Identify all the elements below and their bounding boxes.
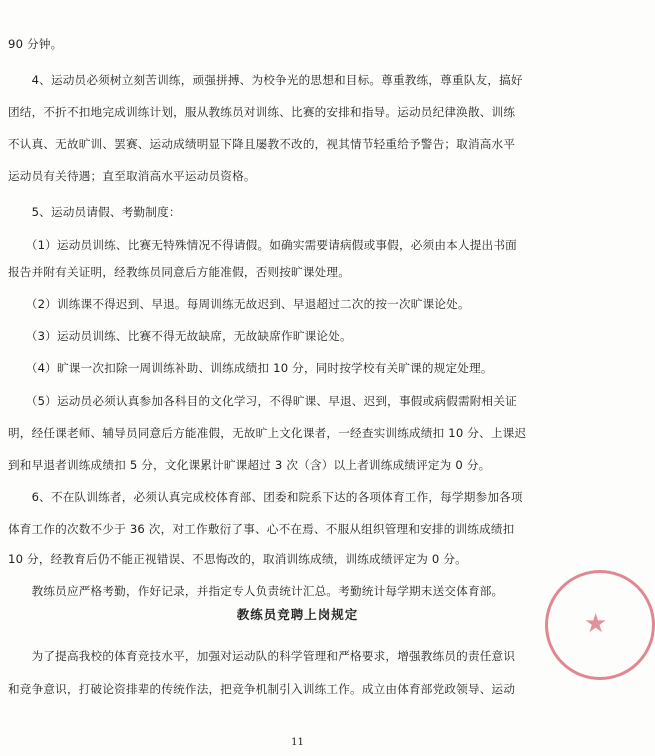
text-line: 90 分钟。 — [8, 37, 63, 51]
text-line: 6、不在队训练者，必须认真完成校体育部、团委和院系下达的各项体育工作，每学期参加各项 — [8, 490, 523, 504]
text-line: （5）运动员必须认真参加各科目的文化学习，不得旷课、早退、迟到，事假或病假需附相关证 — [8, 394, 517, 408]
text-line: （4）旷课一次扣除一周训练补助、训练成绩扣 10 分，同时按学校有关旷课的规定处理。 — [8, 361, 493, 375]
text-line: 不认真、无故旷训、罢赛、运动成绩明显下降且屡教不改的，视其情节轻重给予警告；取消高水平 — [8, 137, 516, 151]
text-line: 教练员应严格考勤，作好记录，并指定专人负责统计汇总。考勤统计每学期末送交体育部。 — [8, 584, 504, 598]
text-line: 4、运动员必须树立刻苦训练，顽强拼搏、为校争光的思想和目标。尊重教练，尊重队友，搞好 — [8, 73, 523, 87]
text-line: 5、运动员请假、考勤制度： — [8, 205, 181, 219]
official-seal — [545, 570, 655, 680]
text-line: 体育工作的次数不少于 36 次，对工作敷衍了事、心不在焉、不服从组织管理和安排的训练成绩扣 — [8, 522, 515, 536]
text-line: 明，经任课老师、辅导员同意后方能准假，无故旷上文化课者，一经查实训练成绩扣 10 分、上课迟 — [8, 426, 527, 440]
text-line: （2）训练课不得迟到、早退。每周训练无故迟到、早退超过二次的按一次旷课论处。 — [8, 297, 470, 311]
star-icon: ★ — [584, 609, 608, 639]
text-line: 10 分，经教育后仍不能正视错误、不思悔改的，取消训练成绩，训练成绩评定为 0 分。 — [8, 552, 467, 566]
text-line: 为了提高我校的体育竞技水平，加强对运动队的科学管理和严格要求，增强教练员的责任意识 — [8, 649, 516, 663]
text-line: （1）运动员训练、比赛无特殊情况不得请假。如确实需要请病假或事假，必须由本人提出书面 — [8, 238, 517, 252]
text-line: 团结，不折不扣地完成训练计划，服从教练员对训练、比赛的安排和指导。运动员纪律涣散、训练 — [8, 105, 516, 119]
text-line: 运动员有关待遇；直至取消高水平运动员资格。 — [8, 169, 256, 183]
text-line: （3）运动员训练、比赛不得无故缺席，无故缺席作旷课论处。 — [8, 329, 352, 343]
page-number: 11 — [291, 737, 304, 748]
text-line: 和竞争意识，打破论资排辈的传统作法，把竞争机制引入训练工作。成立由体育部党政领导、运动 — [8, 682, 516, 696]
text-line: 报告并附有关证明，经教练员同意后方能准假，否则按旷课处理。 — [8, 265, 351, 279]
text-line: 到和早退者训练成绩扣 5 分，文化课累计旷课超过 3 次（含）以上者训练成绩评定为 0 分。 — [8, 458, 491, 472]
section-title: 教练员竞聘上岗规定 — [236, 607, 359, 622]
